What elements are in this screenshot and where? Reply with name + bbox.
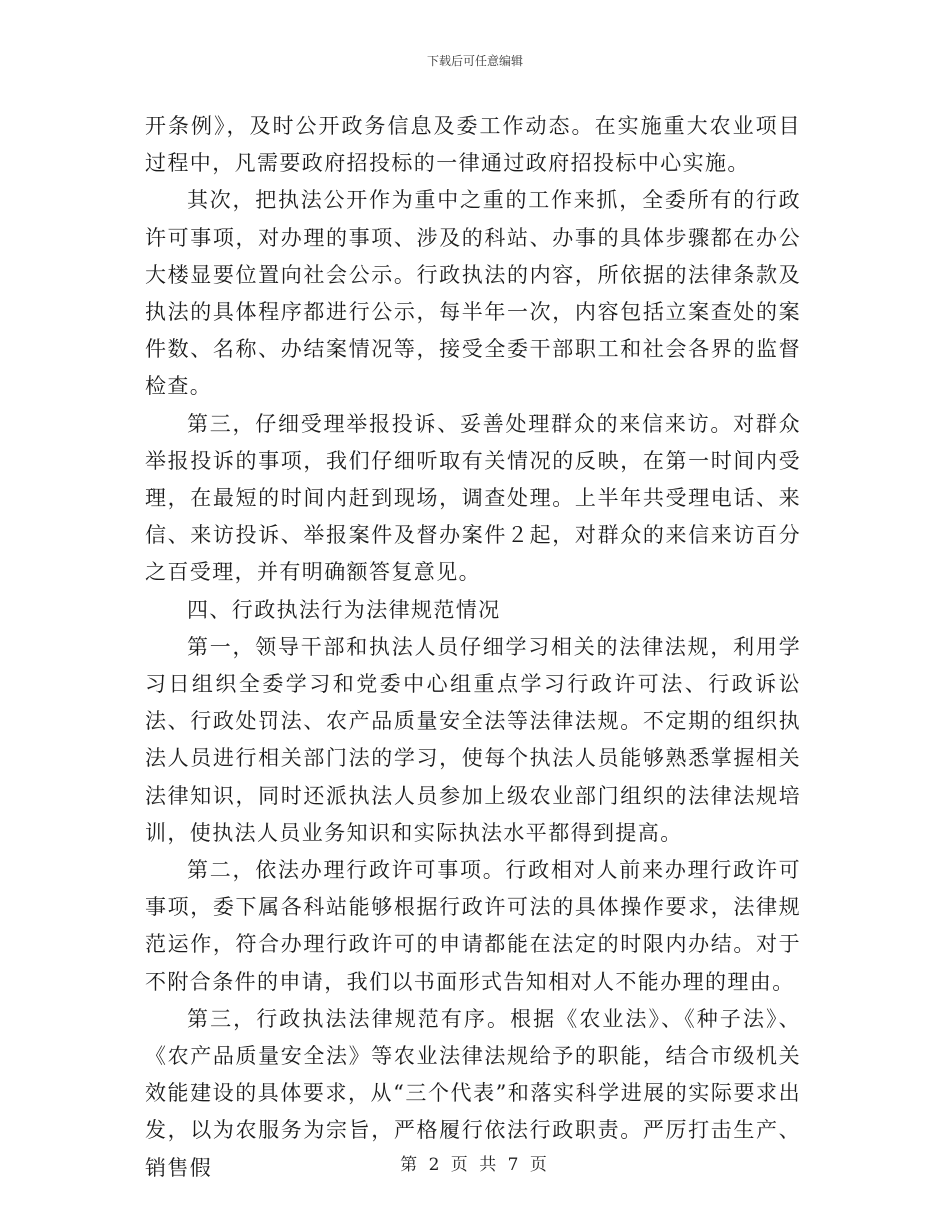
paragraph-licensing: 第二，依法办理行政许可事项。行政相对人前来办理行政许可事项，委下属各科站能够根据行政许可法的具体操作要求，法律规范运作，符合办理行政许可的申请都能在法定的时限内办结。对于不附合条件的申请，我们以书面形式告知相对人不能办理的理由。	[145, 858, 801, 994]
document-body	[145, 108, 801, 1187]
page-number: 第 2 页 共 7 页	[400, 1155, 550, 1175]
paragraph-enforcement: 第三，行政执法法律规范有序。根据《农业法》、《种子法》、《农产品质量安全法》等农业法律法规给予的职能，结合市级机关效能建设的具体要求，从“三个代表”和落实科学进展的实际要求出发，以为农服务为宗旨，严格履行依法行政职责。严厉打击生产、销售假	[145, 1006, 801, 1180]
page-header-note: 下载后可任意编辑	[426, 54, 523, 68]
paragraph-continuation: 开条例》，及时公开政务信息及委工作动态。在实施重大农业项目过程中，凡需要政府招投标的一律通过政府招投标中心实施。	[145, 114, 801, 176]
paragraph-training: 第一，领导干部和执法人员仔细学习相关的法律法规，利用学习日组织全委学习和党委中心组重点学习行政许可法、行政诉讼法、行政处罚法、农产品质量安全法等法律法规。不定期的组织执法人员进行相关部门法的学习，使每个执法人员能够熟悉掌握相关法律知识，同时还派执法人员参加上级农业部门组织的法律法规培训，使执法人员业务知识和实际执法水平都得到提高。	[145, 634, 801, 845]
section-heading-four: 四、行政执法行为法律规范情况	[187, 597, 501, 622]
paragraph-complaints: 第三，仔细受理举报投诉、妥善处理群众的来信来访。对群众举报投诉的事项，我们仔细听取有关情况的反映，在第一时间内受理，在最短的时间内赶到现场，调查处理。上半年共受理电话、来信、来访投诉、举报案件及督办案件２起，对群众的来信来访百分之百受理，并有明确额答复意见。	[145, 411, 801, 585]
paragraph-disclosure: 其次，把执法公开作为重中之重的工作来抓，全委所有的行政许可事项，对办理的事项、涉及的科站、办事的具体步骤都在办公大楼显要位置向社会公示。行政执法的内容，所依据的法律条款及执法的具体程序都进行公示，每半年一次，内容包括立案查处的案件数、名称、办结案情况等，接受全委干部职工和社会各界的监督检查。	[145, 188, 801, 399]
